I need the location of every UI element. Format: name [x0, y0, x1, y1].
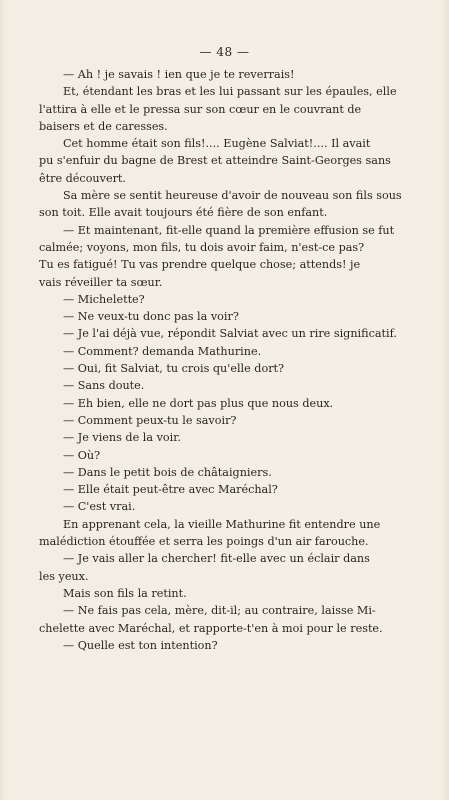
- paragraph: [39, 135, 403, 187]
- text-line: — Sans doute.: [63, 379, 145, 393]
- text-line: — Michelette?: [63, 292, 145, 306]
- paragraph: [51, 464, 403, 481]
- text-line: être découvert.: [39, 171, 126, 185]
- text-line: — Où?: [63, 448, 101, 462]
- paragraph: [51, 377, 403, 394]
- text-line: — Ah ! je savais ! ien que je te reverrais!: [63, 68, 295, 81]
- paragraph: [51, 481, 403, 498]
- paragraph: [51, 308, 403, 325]
- paragraph: [51, 291, 403, 308]
- text-line: — Comment? demanda Mathurine.: [63, 344, 262, 358]
- text-line: — Quelle est ton intention?: [63, 638, 218, 652]
- paragraph: [51, 412, 403, 429]
- paragraph: [51, 395, 403, 412]
- text-line: — Ne fais pas cela, mère, dit-il; au contraire, laisse Mi-: [63, 604, 376, 618]
- paragraph: [39, 516, 403, 551]
- text-line: vais réveiller ta sœur.: [39, 275, 163, 289]
- text-line: — Comment peux-tu le savoir?: [63, 413, 237, 427]
- text-line: — Oui, fit Salviat, tu crois qu'elle dort?: [63, 362, 285, 376]
- paragraph: [39, 550, 403, 585]
- text-line: — Dans le petit bois de châtaigniers.: [63, 465, 272, 479]
- text-line: Tu es fatigué! Tu vas prendre quelque chose; attends! je: [39, 258, 361, 272]
- text-body: [39, 66, 403, 654]
- text-line: — Ne veux-tu donc pas la voir?: [63, 310, 239, 324]
- paragraph: [51, 429, 403, 446]
- text-line: calmée; voyons, mon fils, tu dois avoir faim, n'est-ce pas?: [39, 240, 365, 254]
- paragraph: [51, 585, 403, 602]
- text-line: Cet homme était son fils!.... Eugène Salviat!.... Il avait: [63, 137, 371, 151]
- paragraph: [51, 447, 403, 464]
- page-number: — 48 —: [199, 45, 250, 59]
- text-line: malédiction étouffée et serra les poings d'un air farouche.: [39, 535, 369, 549]
- text-line: — Je vais aller la chercher! fit-elle avec un éclair dans: [63, 552, 370, 566]
- paragraph: [51, 325, 403, 342]
- text-line: l'attira à elle et le pressa sur son cœur en le couvrant de: [39, 102, 362, 116]
- paragraph: [51, 343, 403, 360]
- paragraph: [51, 637, 403, 654]
- text-line: — Eh bien, elle ne dort pas plus que nous deux.: [63, 396, 334, 410]
- text-line: son toit. Elle avait toujours été fière de son enfant.: [39, 206, 328, 220]
- text-line: Sa mère se sentit heureuse d'avoir de nouveau son fils sous: [63, 189, 402, 203]
- text-line: — Et maintenant, fit-elle quand la première effusion se fut: [63, 223, 395, 237]
- paragraph: [51, 360, 403, 377]
- text-line: — Je viens de la voir.: [63, 431, 181, 445]
- text-line: les yeux.: [39, 569, 89, 583]
- paragraph: [51, 66, 403, 83]
- paragraph: [39, 83, 403, 135]
- text-line: — Je l'ai déjà vue, répondit Salviat avec un rire significatif.: [63, 327, 397, 341]
- text-line: Mais son fils la retint.: [63, 586, 187, 600]
- paragraph: [39, 187, 403, 222]
- paragraph: [51, 498, 403, 515]
- paragraph: [39, 602, 403, 637]
- text-line: — C'est vrai.: [63, 500, 136, 514]
- text-line: En apprenant cela, la vieille Mathurine fit entendre une: [63, 517, 381, 531]
- text-line: baisers et de caresses.: [39, 119, 168, 133]
- paragraph: [39, 222, 403, 291]
- text-line: — Elle était peut-être avec Maréchal?: [63, 483, 278, 497]
- text-line: pu s'enfuir du bagne de Brest et atteindre Saint-Georges sans: [39, 154, 391, 168]
- text-line: Et, étendant les bras et les lui passant sur les épaules, elle: [63, 85, 397, 99]
- text-line: chelette avec Maréchal, et rapporte-t'en à moi pour le reste.: [39, 621, 383, 635]
